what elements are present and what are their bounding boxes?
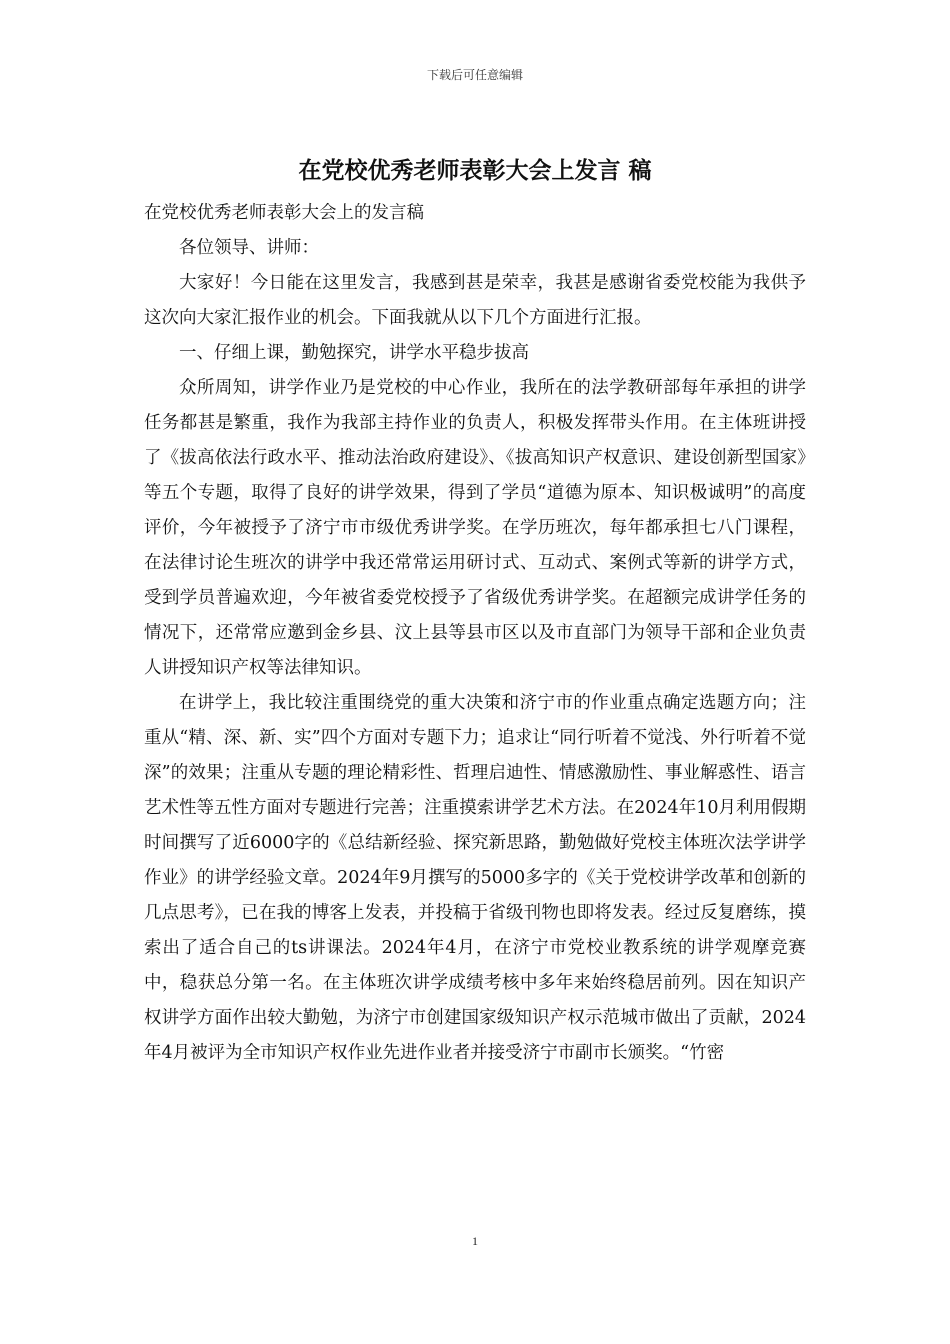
body-paragraph: 大家好！今日能在这里发言，我感到甚是荣幸，我甚是感谢省委党校能为我供予这次向大家汇报作业的机会。下面我就从以下几个方面进行汇报。 (144, 273, 806, 328)
section-heading: 一、仔细上课，勤勉探究，讲学水平稳步拔高 (179, 343, 529, 363)
page-header-note: 下载后可任意编辑 (426, 68, 523, 82)
document-title: 在党校优秀老师表彰大会上发言 稿 (298, 158, 652, 184)
page-number: 1 (472, 1234, 478, 1248)
body-paragraph: 众所周知，讲学作业乃是党校的中心作业，我所在的法学教研部每年承担的讲学任务都甚是繁重，我作为我部主持作业的负责人，积极发挥带头作用。在主体班讲授了《拔高依法行政水平、推动法治政府建设》、《拔高知识产权意识、建设创新型国家》等五个专题，取得了良好的讲学效果，得到了学员“道德为原本、知识极诚明”的高度评价，今年被授予了济宁市市级优秀讲学奖。在学历班次，每年都承担七八门课程，在法律讨论生班次的讲学中我还常常运用研讨式、互动式、案例式等新的讲学方式，受到学员普遍欢迎，今年被省委党校授予了省级优秀讲学奖。在超额完成讲学任务的情况下，还常常应邀到金乡县、汶上县等县市区以及市直部门为领导干部和企业负责人讲授知识产权等法律知识。 (144, 378, 806, 678)
subtitle-paragraph: 在党校优秀老师表彰大会上的发言稿 (144, 203, 424, 223)
salutation-paragraph: 各位领导、讲师： (179, 238, 319, 258)
document-body (144, 196, 806, 1071)
body-paragraph: 在讲学上，我比较注重围绕党的重大决策和济宁市的作业重点确定选题方向；注重从“精、深、新、实”四个方面对专题下力；追求让“同行听着不觉浅、外行听着不觉深”的效果；注重从专题的理论精彩性、哲理启迪性、情感激励性、事业解惑性、语言艺术性等五性方面对专题进行完善；注重摸索讲学艺术方法。在2024年10月利用假期时间撰写了近6000字的《总结新经验、探究新思路，勤勉做好党校主体班次法学讲学作业》的讲学经验文章。2024年9月撰写的5000多字的《关于党校讲学改革和创新的几点思考》，已在我的博客上发表，并投稿于省级刊物也即将发表。经过反复磨练，摸索出了适合自己的ts讲课法。2024年4月，在济宁市党校业教系统的讲学观摩竞赛中，稳获总分第一名。在主体班次讲学成绩考核中多年来始终稳居前列。因在知识产权讲学方面作出较大勤勉，为济宁市创建国家级知识产权示范城市做出了贡献，2024年4月被评为全市知识产权作业先进作业者并接受济宁市副市长颁奖。“竹密 (144, 693, 806, 1063)
